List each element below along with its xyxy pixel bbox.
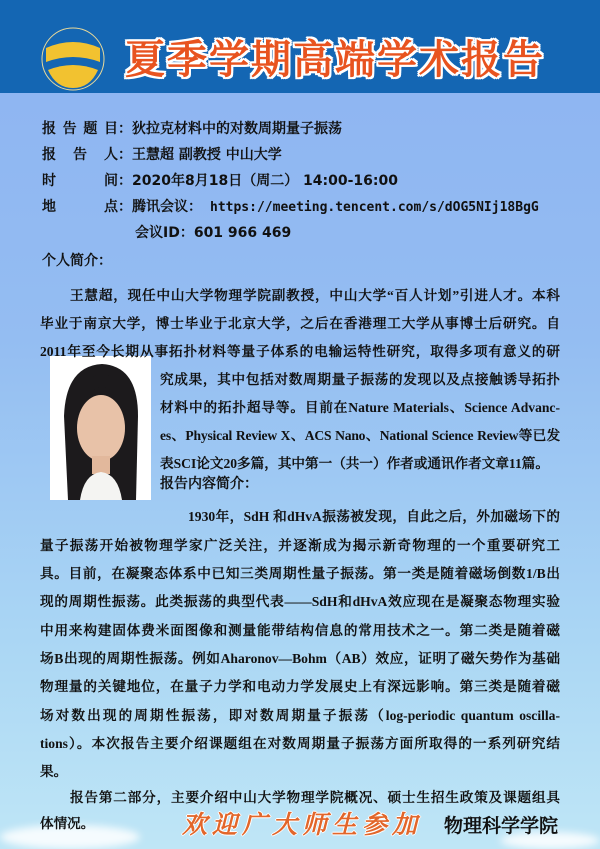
abstract-heading: 报告内容简介： [160, 476, 258, 492]
info-value: 2020年8月18日（周二） 14:00-16:00 [132, 173, 398, 189]
text-line: 现的周期性振荡。此类振荡的典型代表——SdH和dHvA效应现在是凝聚态物理实验 [40, 594, 560, 609]
bio-heading: 个人简介： [42, 253, 112, 269]
text-line: 具。目前，在凝聚态体系中已知三类周期性量子振荡。第一类是随着磁场倒数1/B出 [40, 566, 560, 581]
colon: ： [118, 199, 132, 215]
info-value: 王慧超 副教授 中山大学 [132, 147, 282, 163]
text-line: 2011年至今长期从事拓扑材料等量子体系的电输运特性研究，取得多项有意义的研 [40, 344, 560, 359]
info-row [42, 170, 398, 190]
text-line: 毕业于南京大学，博士毕业于北京大学，之后在香港理工大学从事博士后研究。自 [40, 316, 560, 331]
meeting-link[interactable]: https://meeting.tencent.com/s/dOG5NIj18BgG [210, 200, 539, 215]
info-row [42, 144, 282, 164]
university-logo-icon [40, 26, 106, 92]
text-line: 王慧超，现任中山大学物理学院副教授，中山大学“百人计划”引进人才。本科 [70, 288, 560, 303]
speaker-photo [50, 356, 151, 500]
text-line: 果。 [40, 764, 68, 779]
school-name: 物理科学学院 [444, 815, 559, 837]
info-value: 腾讯会议： [132, 199, 202, 215]
text-line: 材料中的拓扑超导等。目前在Nature Materials、Science Advanc- [160, 400, 560, 415]
text-line: 究成果，其中包括对数周期量子振荡的发现以及点接触诱导拓扑 [160, 372, 560, 387]
info-value: 会议ID：601 966 469 [135, 225, 292, 241]
text-line: es、Physical Review X、ACS Nano、National Science Review等已发 [160, 428, 560, 443]
colon: ： [118, 173, 132, 189]
info-label: 报告题目 [42, 121, 118, 137]
text-line: 表SCI论文20多篇，其中第一（共一）作者或通讯作者文章11篇。 [160, 456, 549, 471]
info-label: 地点 [42, 199, 118, 215]
text-line: 场B出现的周期性振荡。例如Aharonov—Bohm（AB）效应，证明了磁矢势作为基础 [40, 651, 560, 666]
text-line: 报告第二部分，主要介绍中山大学物理学院概况、硕士生招生政策及课题组具 [70, 790, 560, 805]
text-line: tions）。本次报告主要介绍课题组在对数周期量子振荡方面所取得的一系列研究结 [40, 736, 560, 751]
poster-title: 夏季学期高端学术报告 [125, 37, 545, 83]
info-row [42, 222, 291, 242]
colon: ： [118, 121, 132, 137]
text-line: 1930年，SdH 和dHvA振荡被发现，自此之后，外加磁场下的 [188, 509, 560, 524]
text-line: 物理量的关键地位，在量子力学和电动力学发展史上有深远影响。第三类是随着磁 [40, 679, 560, 694]
welcome-slogan: 欢迎广大师生参加 [182, 810, 423, 839]
info-label: 报告人 [42, 147, 118, 163]
text-line: 量子振荡开始被物理学家广泛关注，并逐渐成为揭示新奇物理的一个重要研究工 [40, 538, 560, 553]
info-row [42, 196, 539, 216]
info-row [42, 118, 342, 138]
text-line: 中用来构建固体费米面图像和测量能带结构信息的常用技术之一。第二类是随着磁 [40, 623, 560, 638]
colon: ： [118, 147, 132, 163]
text-line: 体情况。 [40, 816, 95, 831]
header-banner [0, 0, 600, 93]
info-label: 时间 [42, 173, 118, 189]
text-line: 场对数出现的周期性振荡，即对数周期量子振荡（log-periodic quantum oscilla- [40, 708, 560, 723]
info-value: 狄拉克材料中的对数周期量子振荡 [132, 121, 342, 137]
